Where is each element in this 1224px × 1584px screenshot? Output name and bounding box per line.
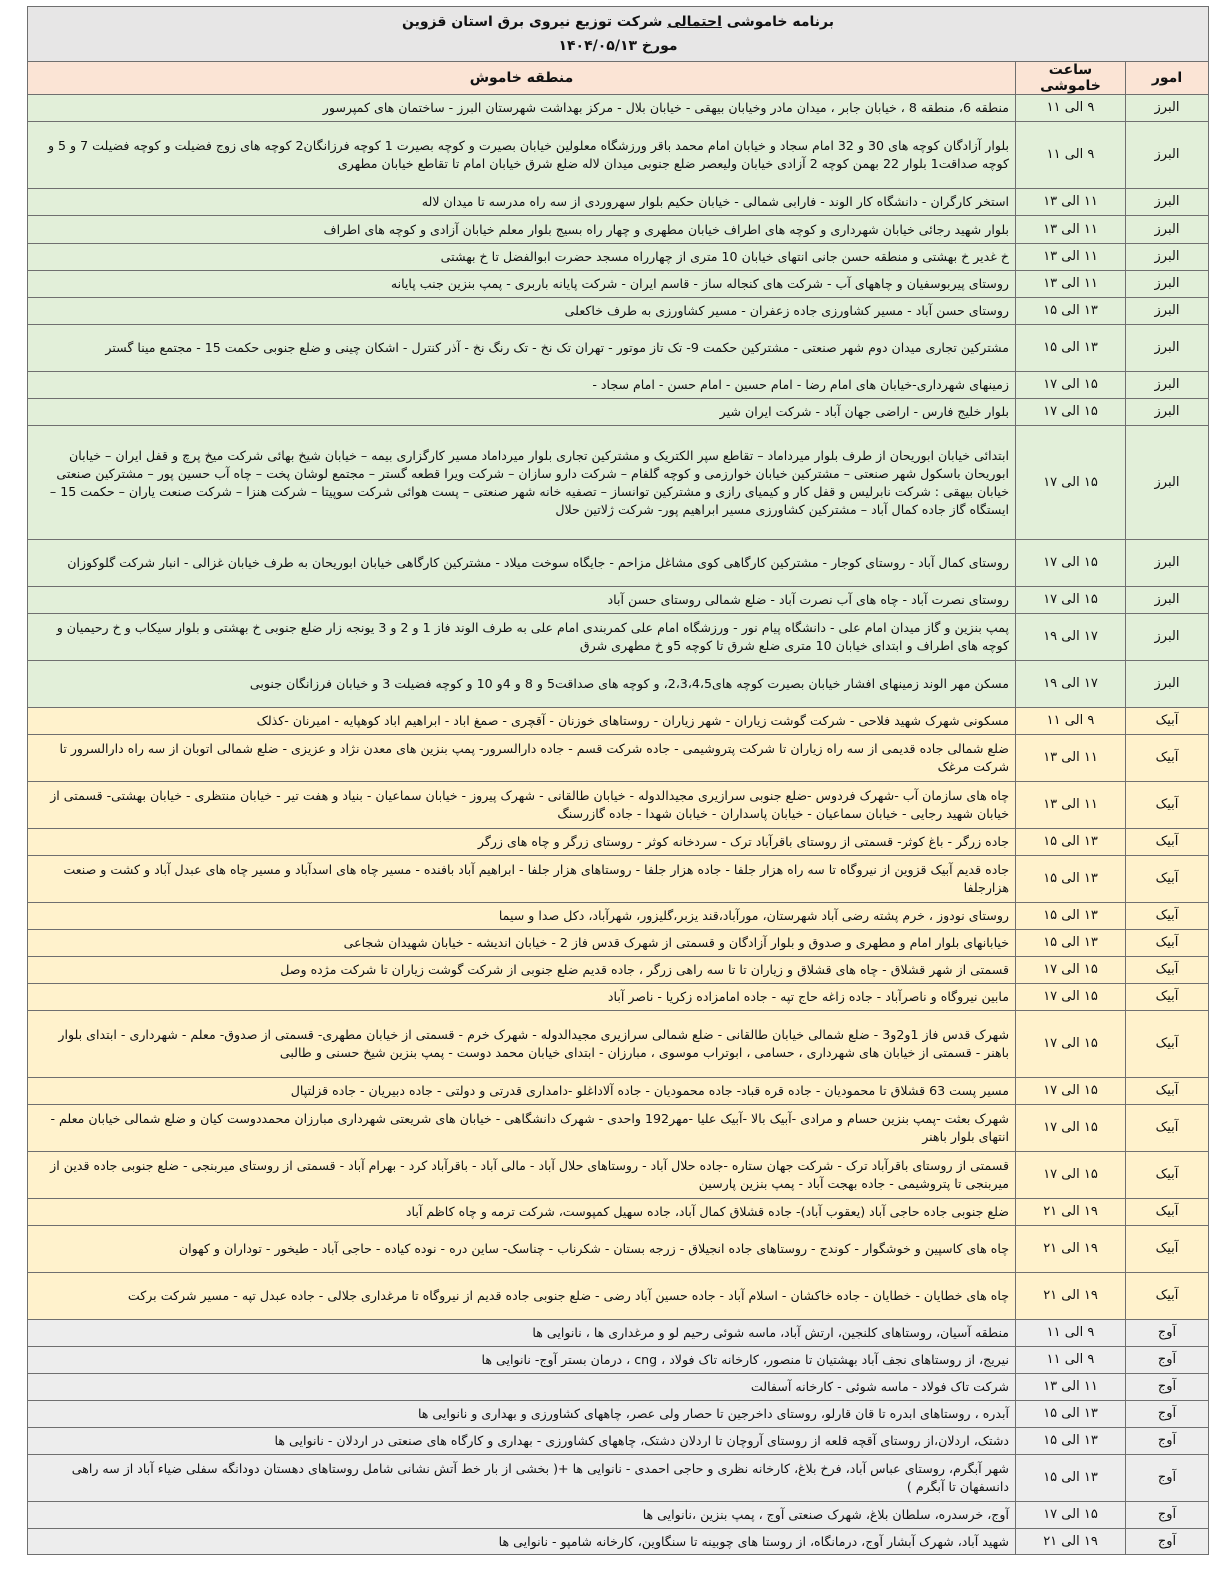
area-cell: مابین نیروگاه و ناصرآباد - جاده زاغه حاج تپه - جاده امامزاده زکریا - ناصر آباد xyxy=(28,984,1016,1011)
column-header-region: امور xyxy=(1126,62,1209,95)
hours-cell: ۱۹ الی ۲۱ xyxy=(1016,1199,1126,1226)
hours-cell: ۹ الی ۱۱ xyxy=(1016,1320,1126,1347)
area-cell: بلوار خلیج فارس - اراضی جهان آباد - شرکت ایران شیر xyxy=(28,399,1016,426)
table-row xyxy=(28,856,1209,903)
page-title: برنامه خاموشی احتمالی شرکت توزیع نیروی برق استان قزوین xyxy=(402,14,834,30)
table-row xyxy=(28,1078,1209,1105)
area-cell: مشترکین تجاری میدان دوم شهر صنعتی - مشترکین حکمت 9- تک تاز موتور - تهران تک نخ - تک رنگ نخ - آذر کنترل - اشکان چینی و ضلع جنوبی حکمت 15 - مجتمع مینا گستر xyxy=(28,325,1016,372)
table-row xyxy=(28,1226,1209,1273)
region-cell: آبیک xyxy=(1126,1199,1209,1226)
area-cell: روستای نودوز ، خرم پشته رضی آباد شهرستان، مورآباد،قند یزبر،گلیزور، شهرآباد، دکل صدا و سیما xyxy=(28,903,1016,930)
area-cell: خ غدیر خ بهشتی و منطقه حسن جانی انتهای خیابان 10 متری از چهارراه مسجد حضرت ابوالفضل تا خ بهشتی xyxy=(28,244,1016,271)
hours-cell: ۱۵ الی ۱۷ xyxy=(1016,1105,1126,1152)
table-row xyxy=(28,1105,1209,1152)
table-row xyxy=(28,399,1209,426)
hours-cell: ۱۳ الی ۱۵ xyxy=(1016,298,1126,325)
hours-cell: ۱۹ الی ۲۱ xyxy=(1016,1529,1126,1555)
region-cell: آبیک xyxy=(1126,782,1209,829)
hours-cell: ۱۵ الی ۱۷ xyxy=(1016,957,1126,984)
hours-cell: ۹ الی ۱۱ xyxy=(1016,1347,1126,1374)
area-cell: منطقه آسیان، روستاهای کلنجین، ارتش آباد، ماسه شوئی رحیم لو و مرغداری ها ، نانوایی ها xyxy=(28,1320,1016,1347)
hours-cell: ۱۱ الی ۱۳ xyxy=(1016,189,1126,216)
table-row xyxy=(28,735,1209,782)
region-cell: آبیک xyxy=(1126,930,1209,957)
hours-cell: ۹ الی ۱۱ xyxy=(1016,95,1126,122)
hours-cell: ۱۵ الی ۱۷ xyxy=(1016,1078,1126,1105)
region-cell: آوج xyxy=(1126,1320,1209,1347)
region-cell: آبیک xyxy=(1126,708,1209,735)
region-cell: البرز xyxy=(1126,122,1209,189)
area-cell: خیابانهای بلوار امام و مطهری و صدوق و بلوار آزادگان و قسمتی از شهرک قدس فاز 2 - خیابان اندیشه - خیابان شهیدان شجاعی xyxy=(28,930,1016,957)
area-cell: شرکت تاک فولاد - ماسه شوئی - کارخانه آسفالت xyxy=(28,1374,1016,1401)
table-row xyxy=(28,1401,1209,1428)
table-row xyxy=(28,271,1209,298)
table-row xyxy=(28,426,1209,540)
region-cell: آوج xyxy=(1126,1455,1209,1502)
area-cell: روستای حسن آباد - مسیر کشاورزی جاده زعفران - مسیر کشاورزی به طرف خاکعلی xyxy=(28,298,1016,325)
area-cell: دشتک، اردلان،از روستای آقچه قلعه از روستای آروچان تا اردلان دشتک، چاههای کشاورزی - بهداری و کارگاه های صنعتی در اردلان - نانوایی ها xyxy=(28,1428,1016,1455)
area-cell: استخر کارگران - دانشگاه کار الوند - فارابی شمالی - خیابان حکیم بلوار سهروردی از سه راه مدرسه تا میدان لاله xyxy=(28,189,1016,216)
table-row xyxy=(28,708,1209,735)
region-cell: البرز xyxy=(1126,216,1209,244)
hours-cell: ۱۵ الی ۱۷ xyxy=(1016,426,1126,540)
area-cell: ضلع شمالی جاده قدیمی از سه راه زیاران تا شرکت پتروشیمی - جاده شرکت قسم - جاده دارالسرور- پمپ بنزین های معدن نژاد و عزیزی - ضلع شمالی اتوبان از سه راه دارالسرور تا شرکت مرغک xyxy=(28,735,1016,782)
region-cell: آبیک xyxy=(1126,1105,1209,1152)
area-cell: شهرک بعثت -پمپ بنزین حسام و مرادی -آبیک بالا -آبیک علیا -مهر192 واحدی - شهرک دانشگاهی - خیابان های شریعتی شهرداری مبارزان محمددوست کیان و ضلع شمالی خیابان معلم - انتهای بلوار باهنر xyxy=(28,1105,1016,1152)
table-row xyxy=(28,1199,1209,1226)
area-cell: شهرک قدس فاز 1و2و3 - ضلع شمالی خیابان طالقانی - ضلع شمالی سرازیری مجیدالدوله - شهرک خرم - قسمتی از خیابان مطهری- قسمتی از صدوق- معلم - شهرداری - ابتدای بلوار باهنر - قسمتی از خیابان های شهرداری ، حسامی ، ابوتراب موسوی ، مبارزان - ابتدای خیابان محمد دوست - پمپ بنزین شیخ حسنی و طالبی xyxy=(28,1011,1016,1078)
region-cell: آبیک xyxy=(1126,1011,1209,1078)
area-cell: چاه های خطایان - خطایان - جاده خاکشان - اسلام آباد - جاده حسین آباد رضی - ضلع جنوبی جاده قدیم از نیروگاه تا مرغداری جلالی - جاده عبدل تپه - مسیر شرکت برکت xyxy=(28,1273,1016,1320)
table-row xyxy=(28,1428,1209,1455)
region-cell: البرز xyxy=(1126,95,1209,122)
hours-cell: ۱۵ الی ۱۷ xyxy=(1016,1502,1126,1529)
table-row xyxy=(28,244,1209,271)
region-cell: البرز xyxy=(1126,399,1209,426)
region-cell: البرز xyxy=(1126,372,1209,399)
table-row xyxy=(28,903,1209,930)
area-cell: نیریج، از روستاهای نجف آباد بهشتیان تا منصور، کارخانه تاک فولاد ، cng ، درمان بستر آوج- نانوایی ها xyxy=(28,1347,1016,1374)
region-cell: آوج xyxy=(1126,1428,1209,1455)
hours-cell: ۱۹ الی ۲۱ xyxy=(1016,1273,1126,1320)
area-cell: مسیر پست 63 قشلاق تا محمودیان - جاده قره قباد- جاده محمودیان - جاده آلاداغلو -دامداری قدرتی و دولتی - جاده دبیریان - جاده قزلتپال xyxy=(28,1078,1016,1105)
hours-cell: ۱۳ الی ۱۵ xyxy=(1016,325,1126,372)
hours-cell: ۱۵ الی ۱۷ xyxy=(1016,540,1126,587)
region-cell: آبیک xyxy=(1126,903,1209,930)
area-cell: پمپ بنزین و گاز میدان امام علی - دانشگاه پیام نور - ورزشگاه امام علی کمربندی امام علی به طرف الوند فاز 1 و 2 و 3 یونجه زار ضلع جنوبی خ بهشتی و بلوار سیکاب و خ رحیمیان و کوچه های اطراف و ابتدای خیابان 10 متری ضلع شرق تا کوچه 5و خ مطهری شرق xyxy=(28,614,1016,661)
table-row xyxy=(28,1529,1209,1555)
title-row xyxy=(28,7,1209,62)
table-row xyxy=(28,1347,1209,1374)
area-cell: مسکونی شهرک شهید فلاحی - شرکت گوشت زیاران - شهر زیاران - روستاهای خوزنان - آقچری - صمغ اباد - ابراهیم اباد کوهپایه - امیرنان -کذلک xyxy=(28,708,1016,735)
hours-cell: ۱۱ الی ۱۳ xyxy=(1016,1374,1126,1401)
region-cell: آوج xyxy=(1126,1529,1209,1555)
hours-cell: ۱۳ الی ۱۵ xyxy=(1016,829,1126,856)
hours-cell: ۱۱ الی ۱۳ xyxy=(1016,735,1126,782)
hours-cell: ۱۳ الی ۱۵ xyxy=(1016,930,1126,957)
table-row xyxy=(28,325,1209,372)
region-cell: البرز xyxy=(1126,540,1209,587)
region-cell: البرز xyxy=(1126,614,1209,661)
table-row xyxy=(28,216,1209,244)
table-row xyxy=(28,1455,1209,1502)
area-cell: ضلع جنوبی جاده حاجی آباد (یعقوب آباد)- جاده قشلاق کمال آباد، جاده سهیل کمپوست، شرکت ترمه و چاه کاظم آباد xyxy=(28,1199,1016,1226)
table-body xyxy=(28,95,1209,1555)
area-cell: روستای نصرت آباد - چاه های آب نصرت آباد - ضلع شمالی روستای حسن آباد xyxy=(28,587,1016,614)
header-row xyxy=(28,62,1209,95)
region-cell: آبیک xyxy=(1126,984,1209,1011)
table-row xyxy=(28,372,1209,399)
table-row xyxy=(28,189,1209,216)
table-row xyxy=(28,122,1209,189)
area-cell: مسکن مهر الوند زمینهای افشار خیابان بصیرت کوچه های2،3،4،5، و کوچه های صداقت5 و 8 و 4و 10 و کوچه فضیلت 3 و خیابان فرزانگان جنوبی xyxy=(28,661,1016,708)
table-row xyxy=(28,298,1209,325)
region-cell: البرز xyxy=(1126,244,1209,271)
table-row xyxy=(28,957,1209,984)
region-cell: آوج xyxy=(1126,1401,1209,1428)
area-cell: آبدره ، روستاهای ابدره تا قان قارلو، روستای داخرجین تا حصار ولی عصر، چاههای کشاورزی و بهداری و نانوایی ها xyxy=(28,1401,1016,1428)
hours-cell: ۱۵ الی ۱۷ xyxy=(1016,1011,1126,1078)
area-cell: چاه های سازمان آب -شهرک فردوس -ضلع جنوبی سرازیری مجیدالدوله - خیابان طالقانی - شهرک پیروز - خیابان سماعیان - بنیاد و هفت تیر - خیابان منتظری - خیابان بهشتی- قسمتی از خیابان شهید رجایی - خیابان سماعیان - خیابان پاسداران - خیابان شهدا - جاده گازرسنگ xyxy=(28,782,1016,829)
region-cell: البرز xyxy=(1126,189,1209,216)
hours-cell: ۱۳ الی ۱۵ xyxy=(1016,1401,1126,1428)
hours-cell: ۱۱ الی ۱۳ xyxy=(1016,782,1126,829)
hours-cell: ۱۳ الی ۱۵ xyxy=(1016,1428,1126,1455)
area-cell: روستای پیربوسفیان و چاههای آب - شرکت های کنجاله ساز - قاسم ایران - شرکت پایانه باربری - پمپ بنزین جنب پایانه xyxy=(28,271,1016,298)
area-cell: ابتدائی خیابان ابوریحان از طرف بلوار میرداماد – تقاطع سپر الکتریک و مشترکین تجاری بلوار میرداماد مسیر کارگزاری بیمه – خیابان شیخ بهائی شرکت میخ پرچ و قفل ایران – خیابان ابوریحان باسکول شهر صنعتی – مشترکین خیابان خوارزمی و کوچه گلفام – شرکت دارو سازان – شرکت ویرا قطعه گستر – مجتمع لوشان پخت – چاه آب حسین پور – مشترکین صنعتی خیابان بیهقی : شرکت نابرلیس و قفل کار و کیمیای رازی و مشترکین توانساز – تصفیه خانه شهر صنعتی – پست هوائی شرکت سوپیتا – شرکت هنزا – شرکت صنعت یاران – حکمت 15 – ایستگاه گاز جاده کمال آباد – مشترکین کشاورزی مسیر ابراهیم پور- شرکت ژلاتین حلال xyxy=(28,426,1016,540)
outage-schedule-sheet xyxy=(15,6,1209,1555)
region-cell: آبیک xyxy=(1126,1273,1209,1320)
hours-cell: ۱۵ الی ۱۷ xyxy=(1016,1152,1126,1199)
area-cell: جاده زرگر - باغ کوثر- قسمتی از روستای باقرآباد ترک - سردخانه کوثر - روستای زرگر و چاه های زرگر xyxy=(28,829,1016,856)
hours-cell: ۱۵ الی ۱۷ xyxy=(1016,372,1126,399)
region-cell: آبیک xyxy=(1126,829,1209,856)
table-row xyxy=(28,930,1209,957)
hours-cell: ۹ الی ۱۱ xyxy=(1016,708,1126,735)
region-cell: آبیک xyxy=(1126,957,1209,984)
table-row xyxy=(28,1374,1209,1401)
region-cell: البرز xyxy=(1126,271,1209,298)
hours-cell: ۱۱ الی ۱۳ xyxy=(1016,271,1126,298)
table-row xyxy=(28,1502,1209,1529)
area-cell: بلوار شهید رجائی خیابان شهرداری و کوچه های اطراف خیابان مطهری و چهار راه بسیج بلوار معلم خیابان آزادی و کوچه های اطراف xyxy=(28,216,1016,244)
area-cell: آوج، خرسدره، سلطان بلاغ، شهرک صنعتی آوج ، پمپ بنزین ،نانوایی ها xyxy=(28,1502,1016,1529)
hours-cell: ۱۳ الی ۱۵ xyxy=(1016,903,1126,930)
hours-cell: ۱۷ الی ۱۹ xyxy=(1016,614,1126,661)
region-cell: آبیک xyxy=(1126,1078,1209,1105)
region-cell: آبیک xyxy=(1126,735,1209,782)
hours-cell: ۱۱ الی ۱۳ xyxy=(1016,216,1126,244)
area-cell: بلوار آزادگان کوچه های 30 و 32 امام سجاد و خیابان امام محمد باقر ورزشگاه معلولین خیابان بصیرت و کوچه بصیرت 1 کوچه فرزانگان2 کوچه های زوج فضیلت و کوچه فضیلت 7 و 5 و کوچه صداقت1 بلوار 22 بهمن کوچه 2 آزادی خیابان ولیعصر ضلع جنوبی میدان لاله ضلع شرق خیابان امام تا تقاطع خیابان مطهری xyxy=(28,122,1016,189)
region-cell: البرز xyxy=(1126,325,1209,372)
table-row xyxy=(28,829,1209,856)
column-header-area: منطقه خاموش xyxy=(28,62,1016,95)
table-row xyxy=(28,1273,1209,1320)
table-row xyxy=(28,984,1209,1011)
hours-cell: ۱۱ الی ۱۳ xyxy=(1016,244,1126,271)
area-cell: شهر آبگرم، روستای عباس آباد، فرخ بلاغ، کارخانه نظری و حاجی احمدی - نانوایی ها +( بخشی از بار خط آتش نشانی شامل روستاهای دهستان دودانگه سفلی ضیاء آباد از سه راهی دانسفهان تا آبگرم ) xyxy=(28,1455,1016,1502)
area-cell: زمینهای شهرداری-خیابان های امام رضا - امام حسین - امام حسن - امام سجاد - xyxy=(28,372,1016,399)
area-cell: جاده قدیم آبیک قزوین از نیروگاه تا سه راه هزار جلفا - جاده هزار جلفا - روستاهای هزار جلفا - ابراهیم آباد بافنده - مسیر چاه های اسدآباد و مسیر چاه های عبدل آباد و کشت و صنعت هزارجلفا xyxy=(28,856,1016,903)
area-cell: چاه های کاسپین و خوشگوار - کوندج - روستاهای جاده انجیلاق - زرجه بستان - شکرناب - چناسک- ساین دره - نوده کیاده - حاجی آباد - طیخور - توداران و کهوان xyxy=(28,1226,1016,1273)
area-cell: منطقه 6، منطقه 8 ، خیابان جابر ، میدان مادر وخیابان بیهقی - خیابان بلال - مرکز بهداشت شهرستان البرز - ساختمان های کمپرسور xyxy=(28,95,1016,122)
table-row xyxy=(28,782,1209,829)
region-cell: آبیک xyxy=(1126,1226,1209,1273)
hours-cell: ۹ الی ۱۱ xyxy=(1016,122,1126,189)
region-cell: آوج xyxy=(1126,1502,1209,1529)
region-cell: آوج xyxy=(1126,1374,1209,1401)
table-row xyxy=(28,1320,1209,1347)
region-cell: البرز xyxy=(1126,661,1209,708)
hours-cell: ۱۳ الی ۱۵ xyxy=(1016,856,1126,903)
table-row xyxy=(28,1152,1209,1199)
outage-table xyxy=(27,6,1209,1555)
region-cell: آبیک xyxy=(1126,856,1209,903)
region-cell: البرز xyxy=(1126,587,1209,614)
table-row xyxy=(28,95,1209,122)
area-cell: قسمتی از شهر قشلاق - چاه های قشلاق و زیاران تا تا سه راهی زرگر ، جاده قدیم ضلع جنوبی از شرکت گوشت زیاران تا شرکت مژده وصل xyxy=(28,957,1016,984)
table-row xyxy=(28,661,1209,708)
hours-cell: ۱۵ الی ۱۷ xyxy=(1016,587,1126,614)
table-row xyxy=(28,587,1209,614)
column-header-hours: ساعت خاموشی xyxy=(1016,62,1126,95)
page-date: مورخ ۱۴۰۴/۰۵/۱۳ xyxy=(558,38,678,54)
area-cell: شهید آباد، شهرک آبشار آوج، درمانگاه، از روستا های چوبینه تا سنگاوین، کارخانه شامپو - نانوایی ها xyxy=(28,1529,1016,1555)
region-cell: البرز xyxy=(1126,298,1209,325)
hours-cell: ۱۷ الی ۱۹ xyxy=(1016,661,1126,708)
hours-cell: ۱۹ الی ۲۱ xyxy=(1016,1226,1126,1273)
region-cell: البرز xyxy=(1126,426,1209,540)
area-cell: قسمتی از روستای باقرآباد ترک - شرکت جهان ستاره -جاده حلال آباد - روستاهای حلال آباد - مالی آباد - باقرآباد کرد - بهرام آباد - قسمتی از روستای میربنجی - ضلع جنوبی جاده قدین از میربنجی تا پتروشیمی - جاده بهجت آباد - پمپ بنزین پارسین xyxy=(28,1152,1016,1199)
table-row xyxy=(28,614,1209,661)
region-cell: آبیک xyxy=(1126,1152,1209,1199)
area-cell: روستای کمال آباد - روستای کوجار - مشترکین کارگاهی کوی مشاغل مزاحم - جایگاه سوخت میلاد - مشترکین کارگاهی خیابان ابوریحان به طرف خیابان غزالی - انبار شرکت گلوکوزان xyxy=(28,540,1016,587)
table-row xyxy=(28,1011,1209,1078)
table-row xyxy=(28,540,1209,587)
title-emphasis: احتمالی xyxy=(667,14,722,30)
hours-cell: ۱۵ الی ۱۷ xyxy=(1016,984,1126,1011)
region-cell: آوج xyxy=(1126,1347,1209,1374)
hours-cell: ۱۳ الی ۱۵ xyxy=(1016,1455,1126,1502)
hours-cell: ۱۵ الی ۱۷ xyxy=(1016,399,1126,426)
